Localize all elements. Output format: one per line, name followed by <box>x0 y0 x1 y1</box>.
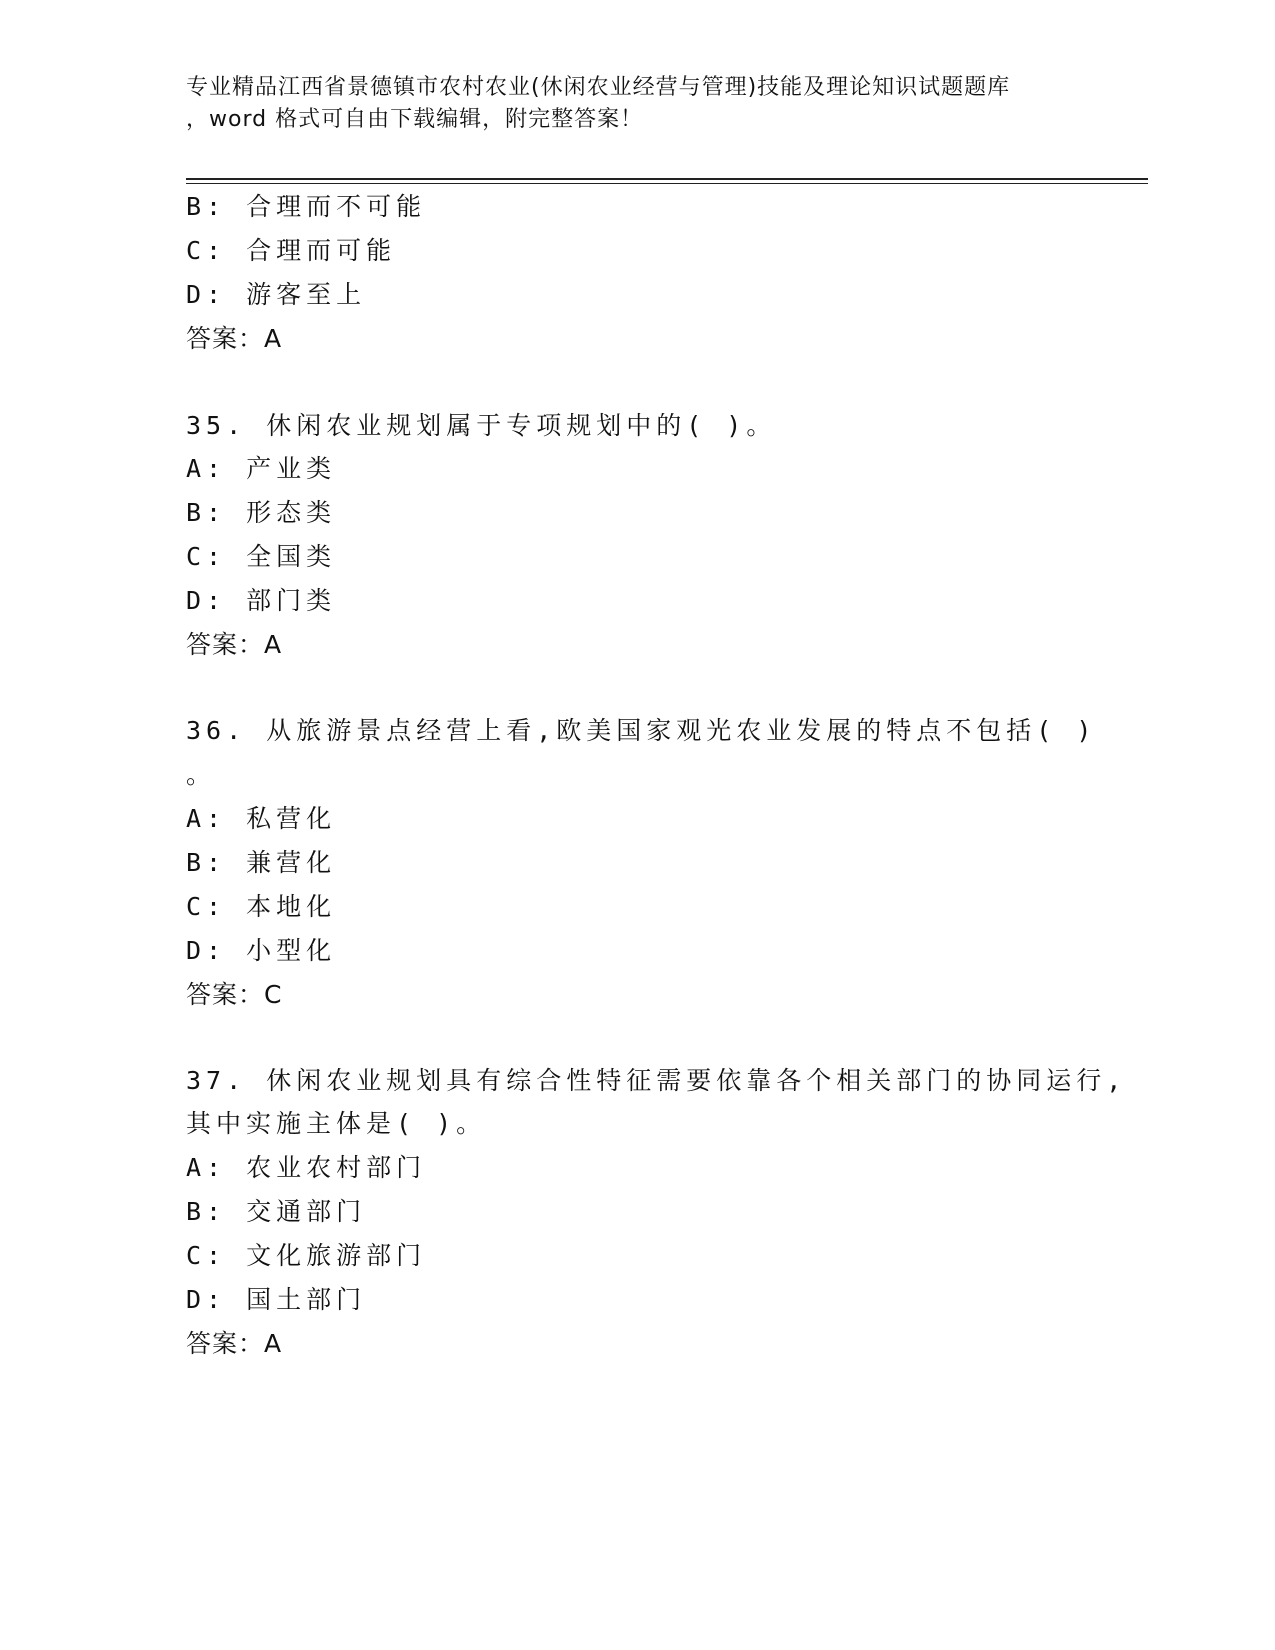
header-rule-thick <box>186 178 1148 180</box>
option-line: D: 国土部门 <box>186 1285 367 1314</box>
question-stem: 36. 从旅游景点经营上看,欧美国家观光农业发展的特点不包括( ) <box>186 716 1097 745</box>
option-line: C: 全国类 <box>186 542 337 571</box>
option-line: D: 部门类 <box>186 586 337 615</box>
answer-line: 答案：C <box>186 980 283 1009</box>
document-header <box>186 72 1086 136</box>
question-stem-continued: 其中实施主体是( )。 <box>186 1109 487 1138</box>
question-stem: 37. 休闲农业规划具有综合性特征需要依靠各个相关部门的协同运行, <box>186 1066 1127 1095</box>
option-line: B: 兼营化 <box>186 848 337 877</box>
option-line: B: 交通部门 <box>186 1197 367 1226</box>
answer-line: 答案：A <box>186 1329 283 1358</box>
option-line: C: 本地化 <box>186 892 337 921</box>
header-title: 专业精品江西省景德镇市农村农业(休闲农业经营与管理)技能及理论知识试题题库 <box>186 75 1011 100</box>
option-line: C: 文化旅游部门 <box>186 1241 427 1270</box>
answer-line: 答案：A <box>186 324 283 353</box>
header-subtitle: ，word 格式可自由下载编辑，附完整答案！ <box>186 107 644 132</box>
option-line: A: 产业类 <box>186 454 337 483</box>
answer-line: 答案：A <box>186 630 283 659</box>
option-line: D: 小型化 <box>186 936 337 965</box>
option-line: A: 农业农村部门 <box>186 1153 427 1182</box>
question-stem-continued: 。 <box>186 760 217 789</box>
option-line: D: 游客至上 <box>186 280 367 309</box>
question-stem: 35. 休闲农业规划属于专项规划中的( )。 <box>186 411 777 440</box>
option-line: B: 形态类 <box>186 498 337 527</box>
option-line: C: 合理而可能 <box>186 236 397 265</box>
header-rule-thin <box>186 183 1148 184</box>
option-line: A: 私营化 <box>186 804 337 833</box>
option-line: B: 合理而不可能 <box>186 192 427 221</box>
